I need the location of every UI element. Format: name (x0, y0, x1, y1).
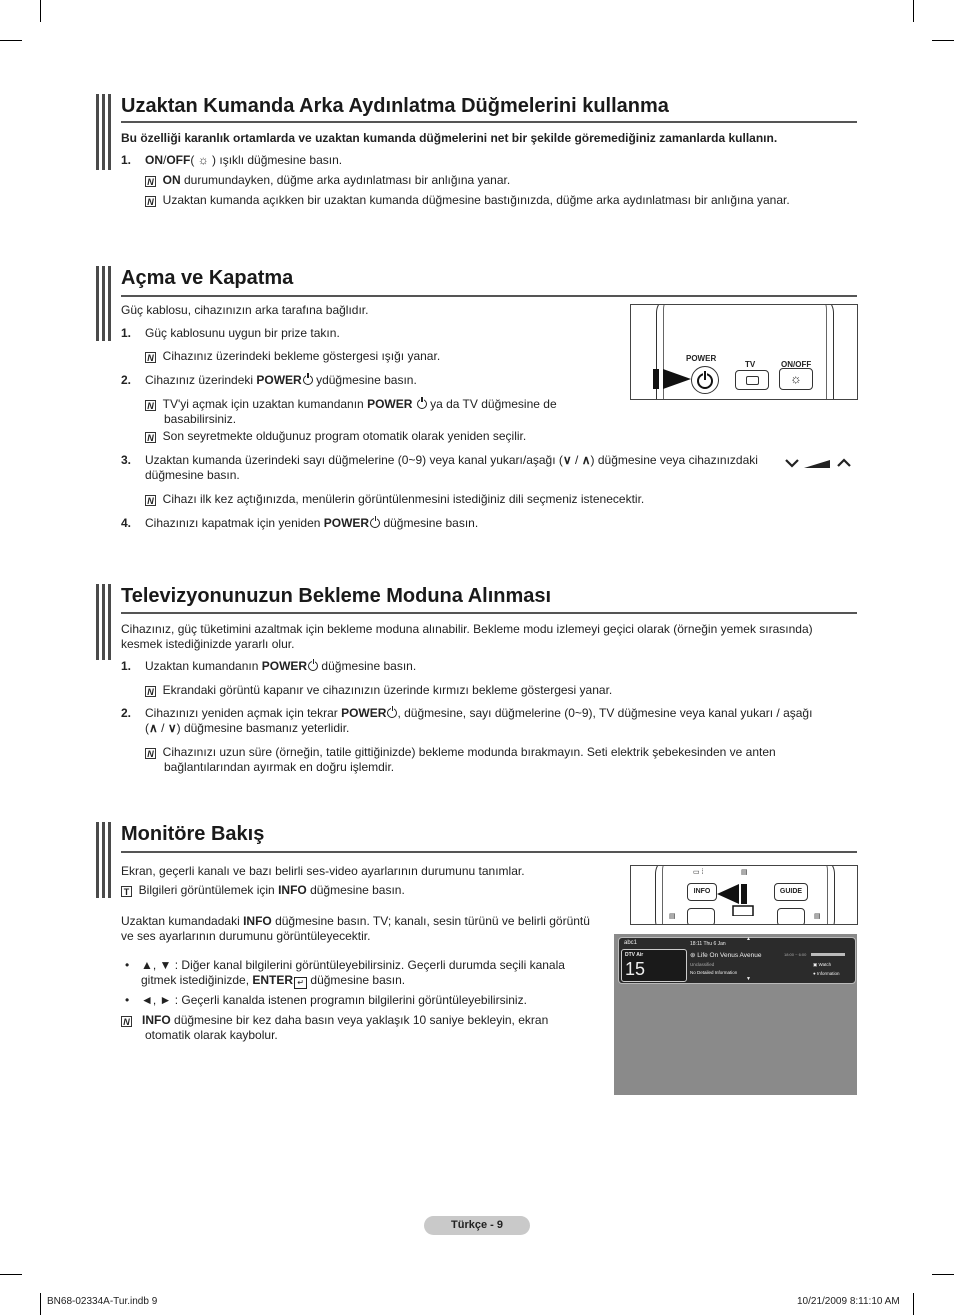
para (121, 914, 590, 929)
light-icon: ☼ (197, 153, 209, 167)
note-icon: N (145, 352, 156, 363)
osd-progress-fill (811, 953, 845, 956)
osd-channel-number: 15 (625, 959, 646, 979)
intro-text: Güç kablosu, cihazınızın arka tarafına bağlıdır. (121, 303, 369, 317)
bullet-dot: • (125, 958, 130, 972)
note (145, 745, 776, 760)
bullet-text: : Geçerli kanalda istenen programın bilgilerini görüntüleyebilirsiniz. (171, 993, 527, 1007)
step-off: OFF (166, 153, 191, 167)
remote-small-icon: ▤ (669, 913, 676, 920)
file-slug: BN68-02334A-Tur.indb 9 (47, 1296, 158, 1307)
bullet (141, 958, 565, 973)
bullet-dot: • (125, 993, 130, 1007)
intro-text: Bu özelliği karanlık ortamlarda ve uzaktan kumanda düğmelerini net bir şekilde göremediğiniz zamanlarda kullanın. (121, 131, 778, 145)
remote-info-illustration (630, 865, 858, 925)
step-number: 3. (121, 453, 132, 467)
step-bold: POWER (261, 659, 308, 673)
section-title: Monitöre Bakış (121, 823, 265, 845)
osd-watch: Watch (818, 962, 832, 967)
para-text: Uzaktan kumandadaki (121, 914, 244, 928)
chevron-up-icon: ∧ (581, 453, 591, 467)
tip (121, 883, 405, 898)
note (145, 173, 510, 188)
step-number: 1. (121, 153, 132, 167)
osd-category: Unclassified (690, 962, 715, 967)
note (145, 193, 790, 208)
intro-text: Cihazınız, güç tüketimini azaltmak için bekleme moduna alınabilir. Bekleme modu izlemeyi geçici olarak (örneğin yemek sırasında) (121, 622, 813, 636)
step-text: Güç kablosunu uygun bir prize takın. (145, 326, 340, 340)
section-rule (121, 295, 857, 297)
step-number: 1. (121, 326, 132, 340)
note-text: Son seyretmekte olduğunuz program otomatik olarak yeniden seçilir. (162, 429, 527, 443)
step-line2: düğmesine basın. (145, 468, 240, 482)
section-title: Açma ve Kapatma (121, 267, 294, 289)
page-number-badge: Türkçe - 9 (424, 1216, 530, 1235)
note-line2: otomatik olarak kaybolur. (145, 1028, 278, 1042)
osd-time: 18:11 Thu 6 Jan (690, 941, 726, 947)
osd-info-icon: ● (813, 971, 816, 976)
osd-channel-name: abc1 (624, 940, 638, 946)
note-bold: INFO (142, 1013, 171, 1027)
step-pre: ( (145, 721, 149, 735)
bullet-sym: ◄, ► (141, 993, 172, 1007)
osd-detail: No Detailed Information (690, 970, 738, 975)
power-icon (692, 367, 718, 393)
power-icon (370, 518, 380, 528)
note-icon: N (145, 196, 156, 207)
remote-onoff-label: ON/OFF (781, 360, 812, 369)
section-marker (96, 94, 114, 170)
step-text: ON/OFF( ☼ ) ışıklı düğmesine basın. (145, 153, 343, 167)
osd-screen (614, 934, 857, 1095)
osd-program-icon: ⊛ (690, 952, 696, 959)
note-text: durumundayken, düğme arka aydınlatması bir anlığına yanar. (180, 173, 511, 187)
section-title: Uzaktan Kumanda Arka Aydınlatma Düğmelerini kullanma (121, 95, 669, 117)
step-post: düğmesine basın. (318, 659, 417, 673)
power-icon (303, 375, 313, 385)
step-bold: POWER (323, 516, 370, 530)
bullet-text: : Diğer kanal bilgilerini görüntüleyebilirsiniz. Geçerli durumda seçili kanala (171, 958, 565, 972)
remote-power-button (691, 366, 719, 394)
note-text: ya da TV düğmesine de (426, 397, 557, 411)
crop-mark (0, 1274, 22, 1275)
note (145, 492, 644, 507)
osd-down-arrow-icon: ▼ (746, 976, 751, 982)
step-number: 4. (121, 516, 132, 530)
step-on: ON (145, 153, 163, 167)
note (145, 397, 557, 412)
osd-program: Life On Venus Avenue (697, 952, 762, 959)
osd-progress-bar (811, 953, 845, 956)
intro-text: Ekran, geçerli kanalı ve bazı belirli ses-video ayarlarının durumunu tanımlar. (121, 864, 525, 878)
pointer-arrow-icon (715, 876, 775, 916)
remote-small-icon: ▤ (741, 869, 748, 876)
step-line2 (145, 721, 349, 736)
remote-small-icon: ▭ ⁞ (693, 869, 704, 876)
crop-mark (0, 40, 22, 41)
remote-guide-button: GUIDE (774, 883, 808, 901)
para-bold: INFO (243, 914, 272, 928)
step-text (145, 373, 417, 388)
tip-icon: T (121, 886, 132, 897)
bullet-text: gitmek istediğinizde, (141, 973, 253, 987)
step-text (145, 659, 416, 674)
osd-range: 18:00 ~ 6:00 (784, 952, 807, 957)
tip-text: Bilgileri görüntülemek için (138, 883, 279, 897)
osd-program-row (690, 951, 761, 959)
osd-channel-box (621, 949, 687, 982)
remote-info-button: INFO (687, 883, 717, 901)
step-post: ydüğmesine basın. (316, 373, 417, 387)
bullet-bold: ENTER (252, 973, 294, 987)
note (145, 429, 526, 444)
step-post: ) düğmesine basmanız yeterlidir. (176, 721, 350, 735)
tip-text: düğmesine basın. (306, 883, 405, 897)
para-line2: ve ses ayarlarının durumunu görüntüleyecektir. (121, 929, 371, 943)
chevron-down-icon: ∨ (562, 453, 572, 467)
remote-button (687, 908, 715, 925)
bullet-line2 (141, 973, 405, 989)
remote-tv-label: TV (745, 360, 756, 369)
crop-mark (932, 1274, 954, 1275)
note-text: Cihazınız üzerindeki bekleme göstergesi ışığı yanar. (162, 349, 441, 363)
step-number: 1. (121, 659, 132, 673)
step-rest: ) ışıklı düğmesine basın. (212, 153, 343, 167)
step-mid: / (575, 453, 579, 467)
step-post: düğmesine basın. (380, 516, 479, 530)
step-pre: Uzaktan kumandanın (145, 659, 262, 673)
section-rule (121, 612, 857, 614)
step-bold: POWER (341, 706, 387, 720)
note (145, 683, 612, 698)
tv-icon (746, 376, 759, 385)
remote-button (777, 908, 805, 925)
note-text: Ekrandaki görüntü kapanır ve cihazınızın üzerinde kırmızı bekleme göstergesi yanar. (162, 683, 613, 697)
step-post: , düğmesine, sayı düğmelerine (0~9), TV düğmesine veya kanal yukarı / aşağı (397, 706, 813, 720)
date-slug: 10/21/2009 8:11:10 AM (797, 1296, 900, 1307)
chevron-up-icon: ∧ (149, 721, 158, 735)
section-backlight (96, 94, 857, 207)
note-text: Cihazı ilk kez açtığınızda, menülerin görüntülenmesini istediğiniz dili seçmeniz istenecektir. (162, 492, 645, 506)
step-text (145, 516, 478, 531)
note (145, 349, 440, 364)
crop-mark (40, 0, 41, 22)
note-icon: N (145, 432, 156, 443)
note-bold: POWER (367, 397, 413, 411)
remote-small-icon: ▤ (814, 913, 821, 920)
intro-text: kesmek istediğinizde yararlı olur. (121, 637, 295, 651)
para-text: düğmesine basın. TV; kanalı, sesin türünü ve belirli görüntü (271, 914, 590, 928)
bullet-sym: ▲, ▼ (141, 958, 172, 972)
remote-tv-button (735, 370, 769, 390)
step-pre: Cihazınız üzerindeki (145, 373, 257, 387)
crop-mark (913, 0, 914, 22)
osd-up-arrow-icon: ▲ (746, 936, 751, 942)
power-icon (387, 708, 397, 718)
section-rule (121, 121, 857, 123)
section-marker (96, 822, 114, 898)
note-bold: ON (162, 173, 181, 187)
step-post: ) düğmesine veya cihazınızdaki (590, 453, 758, 467)
step-slash: / (163, 153, 167, 167)
note-icon: N (145, 748, 156, 759)
crop-mark (913, 1293, 914, 1315)
bullet-text: düğmesine basın. (307, 973, 406, 987)
remote-onoff-button (779, 368, 813, 390)
note (121, 1013, 548, 1028)
tip-bold: INFO (278, 883, 307, 897)
note-text: Cihazınızı uzun süre (örneğin, tatile gittiğinizde) bekleme modunda bırakmayın. Seti elektrik şebekesinden ve anten (162, 745, 776, 759)
remote-power-label: POWER (686, 354, 717, 363)
enter-icon: ↵ (294, 977, 307, 989)
step-pre: Cihazınızı yeniden açmak için tekrar (145, 706, 342, 720)
osd-info-row (813, 971, 840, 976)
step-pre: Cihazınızı kapatmak için yeniden (145, 516, 324, 530)
note-icon: N (145, 686, 156, 697)
step-bold: POWER (256, 373, 302, 387)
bullet (141, 993, 527, 1008)
step-mid: / (157, 721, 168, 735)
note-icon: N (145, 495, 156, 506)
step-number: 2. (121, 706, 132, 720)
note-text: düğmesine bir kez daha basın veya yaklaşık 10 saniye bekleyin, ekran (170, 1013, 549, 1027)
note-line2: basabilirsiniz. (164, 412, 237, 426)
osd-banner (618, 937, 856, 984)
step-text (145, 453, 758, 468)
step-number: 2. (121, 373, 132, 387)
osd-source: DTV Air (625, 952, 644, 958)
osd-watch-row (813, 962, 831, 968)
crop-mark (932, 40, 954, 41)
section-standby (96, 584, 857, 784)
note-icon: N (145, 176, 156, 187)
note-text: TV'yi açmak için uzaktan kumandanın (162, 397, 368, 411)
power-icon (308, 661, 318, 671)
remote-power-illustration (630, 304, 858, 400)
light-icon: ☼ (790, 371, 802, 386)
crop-mark (40, 1293, 41, 1315)
chevron-down-icon: ∨ (167, 721, 177, 735)
section-rule (121, 851, 857, 853)
note-icon: N (145, 400, 156, 411)
section-marker (96, 266, 114, 341)
tv-panel-buttons-icon (784, 456, 856, 470)
step-pre: Uzaktan kumanda üzerindeki sayı düğmelerine (0~9) veya kanal yukarı/aşağı ( (145, 453, 563, 467)
osd-enter-icon: ▣ (813, 962, 818, 967)
power-icon (417, 399, 427, 409)
section-title: Televizyonunuzun Bekleme Moduna Alınması (121, 585, 552, 607)
note-line2: bağlantılarından ayırmak en doğru işlemdir. (164, 760, 395, 774)
osd-information: Information (816, 971, 840, 976)
step-text (145, 706, 812, 721)
note-text: Uzaktan kumanda açıkken bir uzaktan kumanda düğmesine bastığınızda, düğme arka aydınlatması bir anlığına yanar. (162, 193, 790, 207)
note-icon: N (121, 1016, 132, 1027)
section-marker (96, 584, 114, 660)
